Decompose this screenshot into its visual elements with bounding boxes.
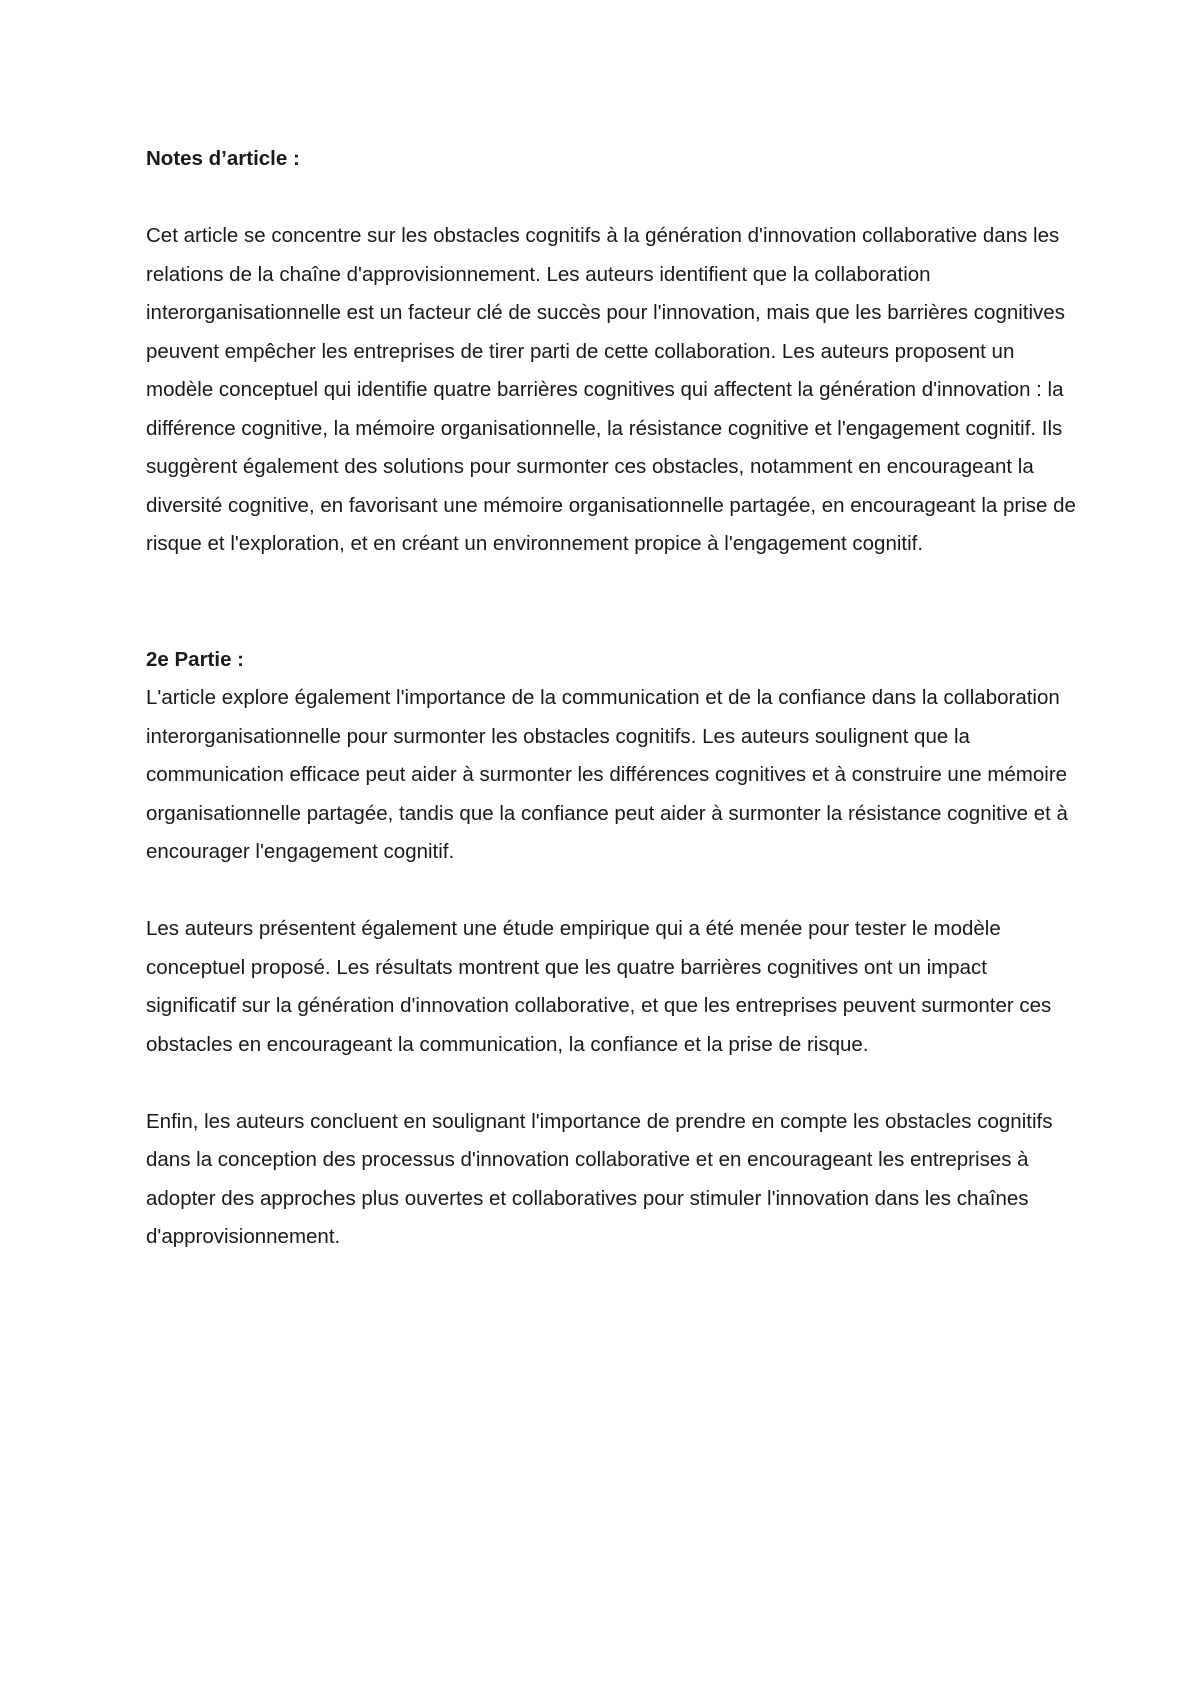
notes-paragraph: Cet article se concentre sur les obstacles cognitifs à la génération d'innovation collaborative dans les relations de la chaîne d'approvisionnement. Les auteurs identifient que la collaboration interorganisationnelle est un facteur clé de succès pour l'innovation, mais que les barrières cognitives peuvent empêcher les entreprises de tirer parti de cette collaboration. Les auteurs proposent un modèle conceptuel qui identifie quatre barrières cognitives qui affectent la génération d'innovation : la différence cognitive, la mémoire organisationnelle, la résistance cognitive et l'engagement cognitif. Ils suggèrent également des solutions pour surmonter ces obstacles, notamment en encourageant la diversité cognitive, en favorisant une mémoire organisationnelle partagée, en encourageant la prise de risque et l'exploration, et en créant un environnement propice à l'engagement cognitif. [146, 224, 1076, 555]
spacer [146, 564, 1076, 641]
notes-heading: Notes d’article : [146, 147, 300, 170]
document-body [146, 140, 1076, 1257]
part2-paragraph-2: Les auteurs présentent également une étude empirique qui a été menée pour tester le modèle conceptuel proposé. Les résultats montrent que les quatre barrières cognitives ont un impact significatif sur la génération d'innovation collaborative, et que les entreprises peuvent surmonter ces obstacles en encourageant la communication, la confiance et la prise de risque. [146, 917, 1052, 1056]
spacer [146, 1064, 1076, 1103]
spacer [146, 179, 1076, 218]
part2-paragraph-1: L'article explore également l'importance de la communication et de la confiance dans la collaboration interorganisationnelle pour surmonter les obstacles cognitifs. Les auteurs soulignent que la communication efficace peut aider à surmonter les différences cognitives et à construire une mémoire organisationnelle partagée, tandis que la confiance peut aider à surmonter la résistance cognitive et à encourager l'engagement cognitif. [146, 686, 1068, 863]
part2-heading: 2e Partie : [146, 647, 244, 671]
spacer [146, 872, 1076, 911]
part2-paragraph-3: Enfin, les auteurs concluent en soulignant l'importance de prendre en compte les obstacles cognitifs dans la conception des processus d'innovation collaborative et en encourageant les entreprises à adopter des approches plus ouvertes et collaboratives pour stimuler l'innovation dans les chaînes d'approvisionnement. [146, 1109, 1053, 1248]
